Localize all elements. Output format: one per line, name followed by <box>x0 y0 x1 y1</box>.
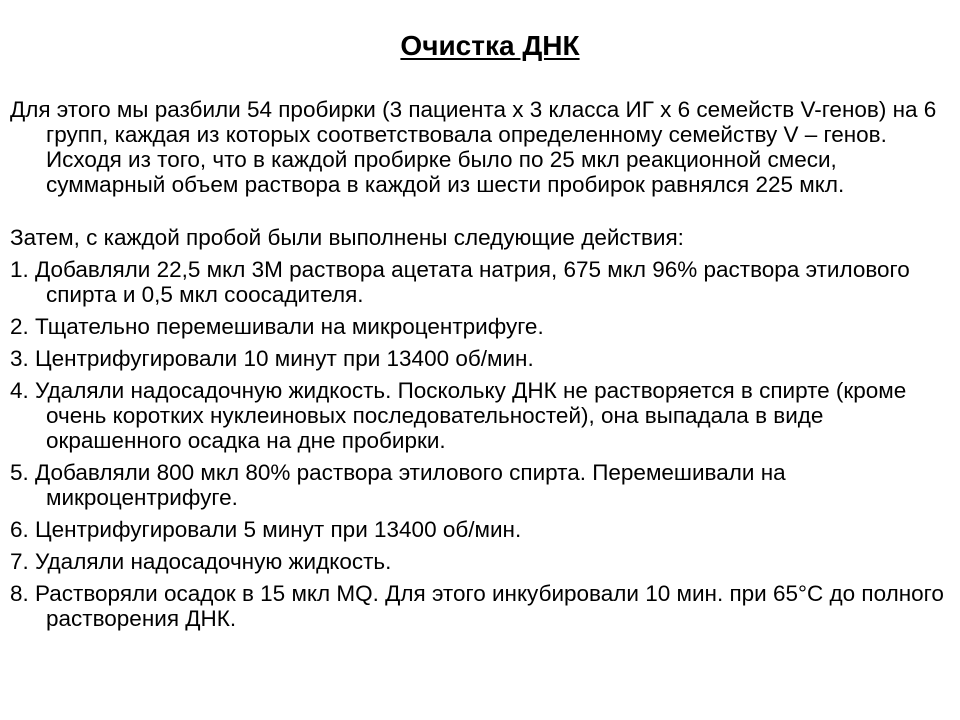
step-item: 2. Тщательно перемешивали на микроцентрифуге. <box>10 314 544 339</box>
step-item: 7. Удаляли надосадочную жидкость. <box>10 549 392 574</box>
step-item: 8. Растворяли осадок в 15 мкл MQ. Для этого инкубировали 10 мин. при 65°С до полного растворения ДНК. <box>10 581 944 631</box>
step-item: 4. Удаляли надосадочную жидкость. Поскольку ДНК не растворяется в спирте (кроме очень коротких нуклеиновых последовательностей), она выпадала в виде окрашенного осадка на дне пробирки. <box>10 378 907 453</box>
slide-title: Очистка ДНК <box>400 30 580 61</box>
intro-paragraph: Для этого мы разбили 54 пробирки (3 пациента х 3 класса ИГ х 6 семейств V-генов) на 6 групп, каждая из которых соответствовала определенному семейству V – генов. Исходя из того, что в каждой пробирке было по 25 мкл реакционной смеси, суммарный объем раствора в каждой из шести пробирок равнялся 225 мкл. <box>10 97 937 197</box>
step-item: 5. Добавляли 800 мкл 80% раствора этилового спирта. Перемешивали на микроцентрифуге. <box>10 460 786 510</box>
slide-body <box>10 97 950 638</box>
steps-lead: Затем, с каждой пробой были выполнены следующие действия: <box>10 225 684 250</box>
step-item: 3. Центрифугировали 10 минут при 13400 об/мин. <box>10 346 534 371</box>
step-item: 6. Центрифугировали 5 минут при 13400 об/мин. <box>10 517 522 542</box>
step-item: 1. Добавляли 22,5 мкл 3М раствора ацетата натрия, 675 мкл 96% раствора этилового спирта и 0,5 мкл соосадителя. <box>10 257 910 307</box>
